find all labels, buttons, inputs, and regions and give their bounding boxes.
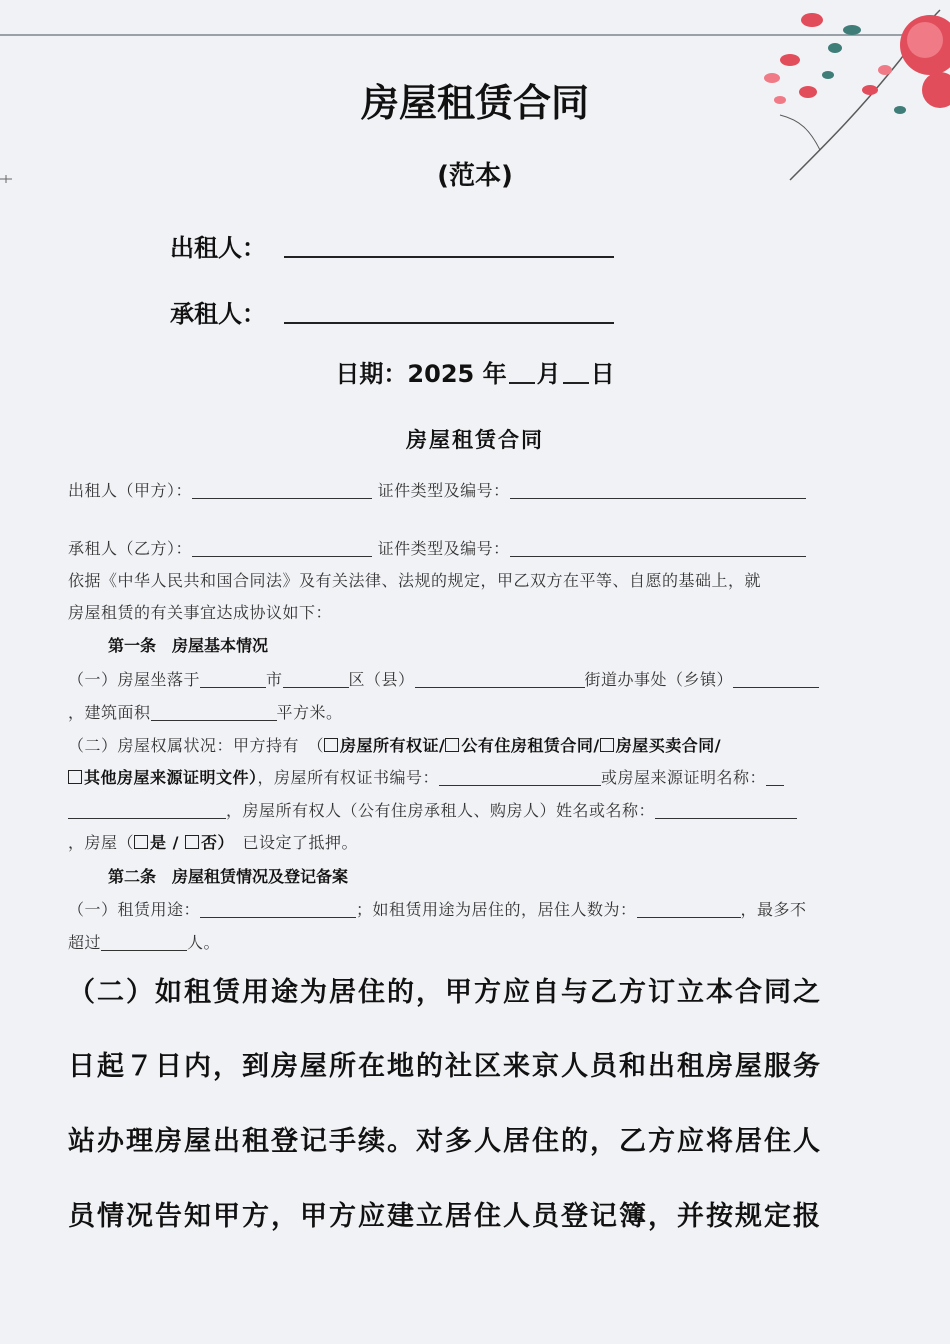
option-public-lease: 公有住房租赁合同/: [461, 736, 600, 755]
registration-text-line-1: （二）如租赁用途为居住的，甲方应自与乙方订立本合同之: [68, 977, 822, 1008]
checkbox-sale-contract[interactable]: [600, 738, 614, 752]
a1-ownership-line: [68, 733, 721, 756]
lessor-line: [68, 478, 806, 501]
source-doc-blank[interactable]: [68, 818, 226, 819]
mortgage-yes-label: 是 /: [150, 833, 186, 852]
max-blank[interactable]: [101, 950, 187, 951]
city-blank[interactable]: [200, 687, 266, 688]
mortgage-prefix: ，房屋（: [68, 833, 135, 852]
cover-lessor-label: 出租人：: [170, 234, 266, 262]
cover-lessee-label: 承租人：: [170, 300, 266, 328]
lessor-id-label: 证件类型及编号：: [377, 481, 510, 500]
lessee-id-label: 证件类型及编号：: [377, 539, 510, 558]
a1-owner-line: [68, 798, 797, 821]
option-ownership-cert: 房屋所有权证/: [340, 736, 446, 755]
district-blank[interactable]: [283, 687, 349, 688]
max-prefix: 超过: [68, 933, 102, 952]
cover-lessee: [170, 294, 266, 329]
max-label: ，最多不: [740, 900, 807, 919]
cover-lessor: [170, 228, 266, 263]
mortgage-suffix: 已设定了抵押。: [226, 833, 359, 852]
date-day: 日: [590, 360, 615, 388]
option-sale-contract: 房屋买卖合同/: [615, 736, 722, 755]
cover-date: [0, 354, 950, 389]
a1-mortgage-line: [68, 830, 358, 853]
checkbox-mortgage-yes[interactable]: [134, 835, 148, 849]
lessor-name-blank[interactable]: [192, 498, 372, 499]
lessee-line: [68, 536, 806, 559]
lessee-label-text: 承租人（乙方）：: [68, 539, 193, 558]
residents-label: ；如租赁用途为居住的，居住人数为：: [356, 900, 637, 919]
page-subtitle: (范本): [437, 161, 513, 191]
max-unit: 人。: [187, 933, 221, 952]
lessee-id-blank[interactable]: [510, 556, 806, 557]
lessor-id-blank[interactable]: [510, 498, 806, 499]
cert-number-blank[interactable]: [439, 785, 601, 786]
source-doc-blank-start[interactable]: [766, 785, 784, 786]
date-month: 月: [536, 360, 561, 388]
township-blank[interactable]: [733, 687, 819, 688]
month-blank[interactable]: [509, 382, 535, 384]
area-blank[interactable]: [151, 720, 277, 721]
lessor-label: 出租人（甲方）：: [68, 481, 193, 500]
registration-text-line-2: 日起７日内，到房屋所在地的社区来京人员和出租房屋服务: [68, 1051, 822, 1082]
preamble-line-2: 房屋租赁的有关事宜达成协议如下：: [68, 603, 333, 622]
lessee-name-blank[interactable]: [192, 556, 372, 557]
a1-cert-line: [68, 765, 784, 788]
checkbox-other-docs[interactable]: [68, 770, 82, 784]
cover-lessee-blank[interactable]: [284, 322, 614, 324]
option-other-docs: 其他房屋来源证明文件）: [84, 768, 258, 787]
usage-label: （一）租赁用途：: [68, 900, 201, 919]
usage-blank[interactable]: [200, 917, 356, 918]
owner-label: ，房屋所有权人（公有住房承租人、购房人）姓名或名称：: [226, 801, 656, 820]
checkbox-ownership-cert[interactable]: [324, 738, 338, 752]
registration-text-line-4: 员情况告知甲方，甲方应建立居住人员登记簿，并按规定报: [68, 1201, 822, 1232]
cert-number-label: ，房屋所有权证书编号：: [257, 768, 440, 787]
a1-area-line: [68, 700, 343, 723]
owner-blank[interactable]: [655, 818, 797, 819]
street-label: 街道办事处（乡镇）: [584, 670, 734, 689]
area-label: ，建筑面积: [68, 703, 151, 722]
district-label: 区（县）: [348, 670, 415, 689]
checkbox-public-lease[interactable]: [445, 738, 459, 752]
contract-heading: 房屋租赁合同: [406, 427, 544, 452]
day-blank[interactable]: [563, 382, 589, 384]
article-2-title: 第二条 房屋租赁情况及登记备案: [108, 867, 349, 886]
residents-blank[interactable]: [637, 917, 741, 918]
area-unit: 平方米。: [276, 703, 343, 722]
checkbox-mortgage-no[interactable]: [185, 835, 199, 849]
source-doc-label: 或房屋来源证明名称：: [601, 768, 767, 787]
mortgage-no-label: 否）: [201, 833, 227, 852]
date-prefix: 日期：2025 年: [335, 360, 507, 388]
cover-lessor-blank[interactable]: [284, 256, 614, 258]
preamble-line-1: 依据《中华人民共和国合同法》及有关法律、法规的规定，甲乙双方在平等、自愿的基础上，就: [68, 571, 762, 590]
article-1-title: 第一条 房屋基本情况: [108, 636, 269, 655]
street-blank[interactable]: [415, 687, 585, 688]
a2-usage-line: [68, 897, 807, 920]
ownership-prefix: （二）房屋权属状况：甲方持有 （: [68, 736, 325, 755]
page-title: 房屋租赁合同: [360, 81, 589, 125]
a1-location-line: [68, 667, 819, 690]
registration-text-line-3: 站办理房屋出租登记手续。对多人居住的，乙方应将居住人: [68, 1126, 822, 1157]
a1-location-prefix: （一）房屋坐落于: [68, 670, 201, 689]
a2-max-line: [68, 930, 220, 953]
city-label: 市: [266, 670, 283, 689]
